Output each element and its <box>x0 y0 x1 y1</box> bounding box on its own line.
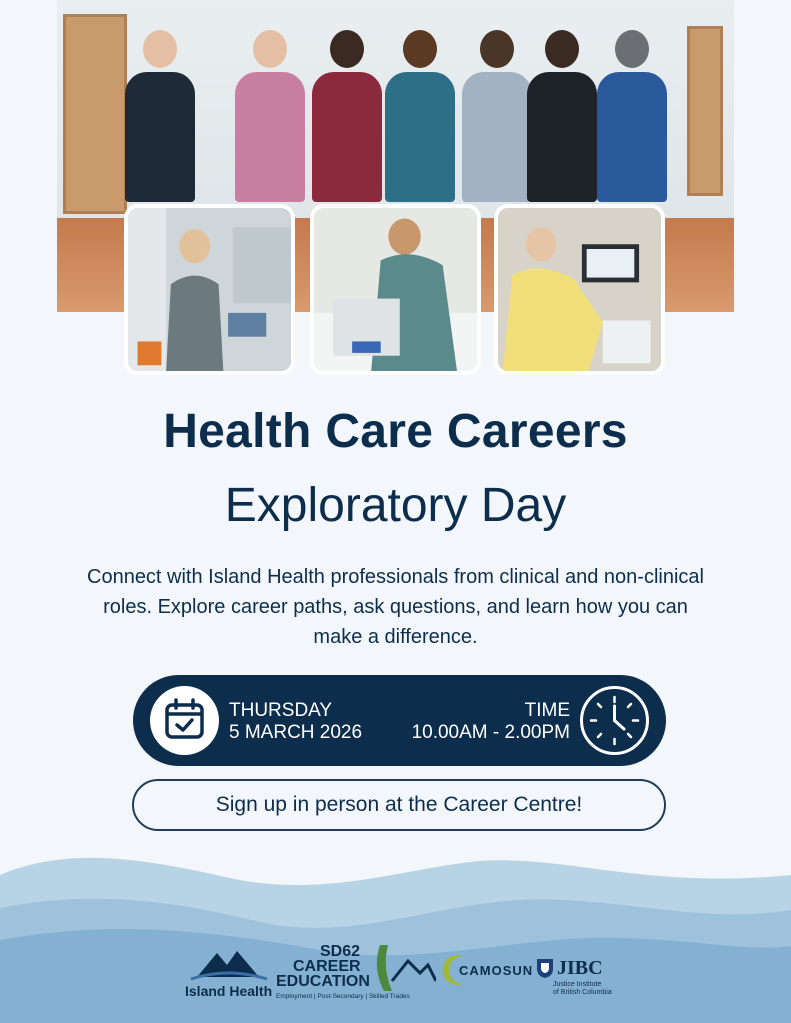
event-day: THURSDAY <box>229 700 333 721</box>
island-health-logo: Island Health <box>183 947 273 1007</box>
event-title: Health Care Careers <box>163 405 628 458</box>
date-time-bar <box>133 675 666 766</box>
jibc-logo: JIBC Justice Institute of British Columbia <box>535 957 625 1007</box>
time-label: TIME <box>524 700 570 721</box>
calendar-check-icon <box>150 686 219 755</box>
camosun-logo: CAMOSUN <box>441 953 531 993</box>
photo-male-nurse <box>310 204 481 375</box>
event-description: Connect with Island Health professionals from clinical and non-clinical roles. Explore career paths, ask questions, and learn how you can make a difference. <box>87 566 704 648</box>
event-subtitle: Exploratory Day <box>224 479 567 532</box>
event-time-block <box>412 700 570 744</box>
sd62-career-education-logo: SD62 CAREER EDUCATION Employment | Post-Secondary | Skilled Trades <box>276 943 436 1013</box>
event-date-block <box>229 700 362 744</box>
signup-banner: Sign up in person at the Career Centre! <box>132 779 666 831</box>
partner-logos <box>0 935 791 1015</box>
event-date: 5 MARCH 2026 <box>229 722 363 743</box>
photo-nurse-lab <box>124 204 295 375</box>
clock-icon <box>580 686 649 755</box>
photo-lab-gown <box>494 204 665 375</box>
event-time: 10.00AM - 2.00PM <box>411 722 570 743</box>
